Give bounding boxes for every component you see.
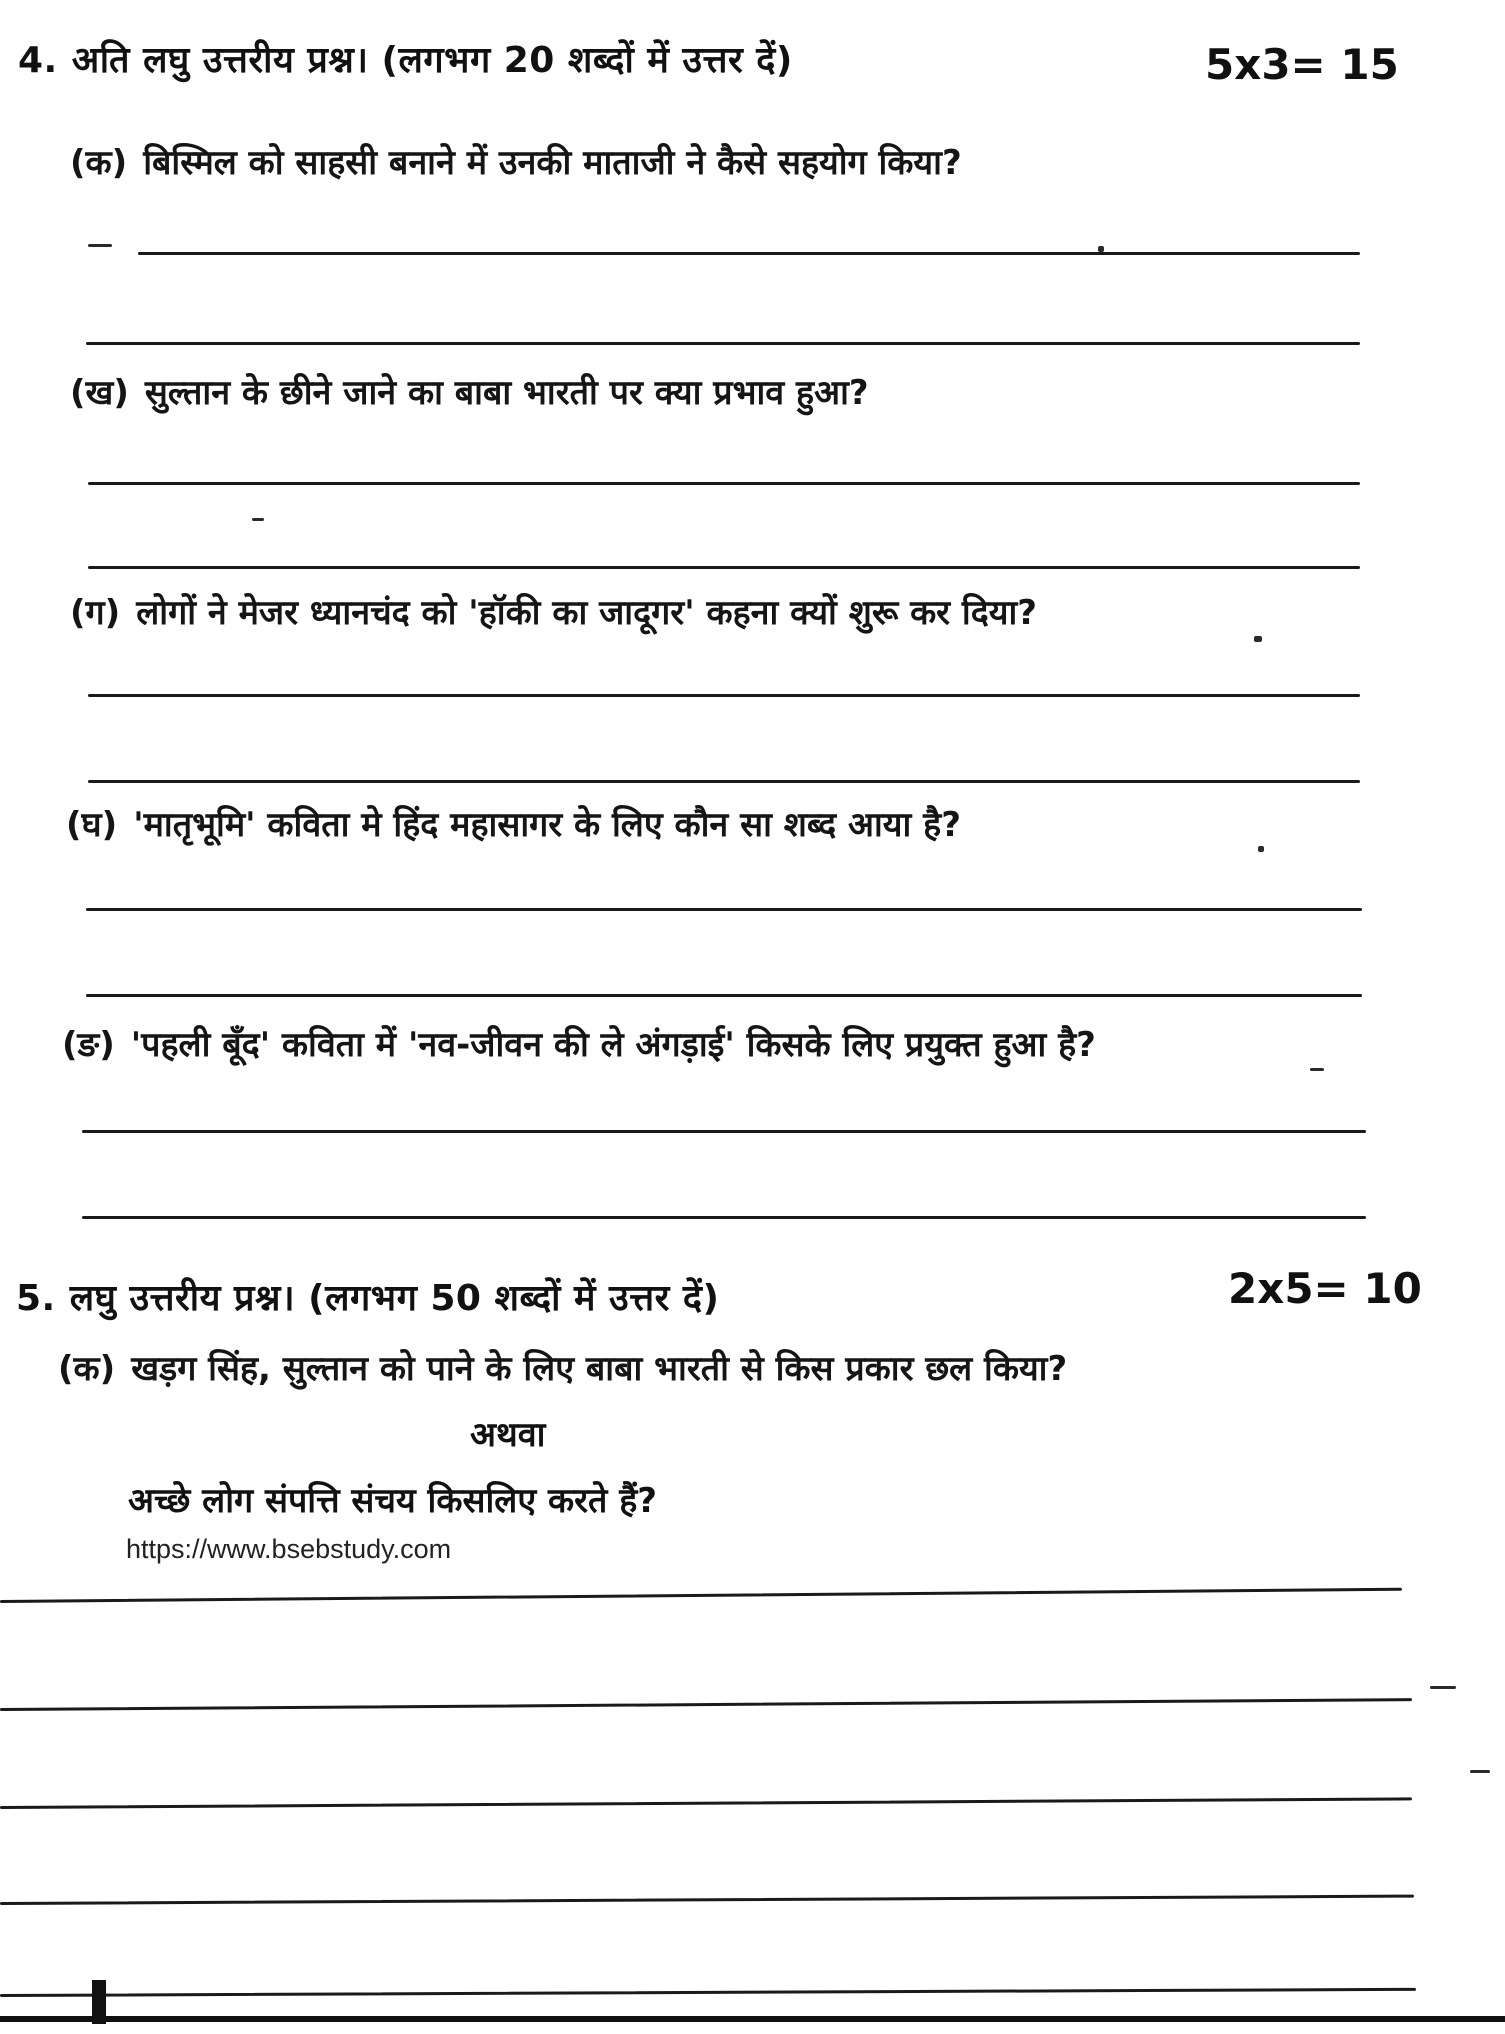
- scan-speck: [1430, 1686, 1456, 1689]
- answer-line: [0, 1588, 1402, 1603]
- scan-speck: [1258, 846, 1264, 852]
- question-4-nga: [62, 1020, 1096, 1066]
- page-bottom-edge: [0, 2016, 1505, 2022]
- section-5-heading: [16, 1272, 719, 1321]
- section-4-marks: 5x3= 15: [1205, 40, 1399, 89]
- question-text: 'पहली बूँद' कविता में 'नव-जीवन की ले अंगड़ाई' किसके लिए प्रयुक्त हुआ है?: [130, 1025, 1096, 1065]
- section-4-number: 4.: [18, 40, 58, 81]
- question-4-gha: [66, 800, 961, 846]
- answer-line: [0, 1988, 1416, 1997]
- question-4-ga: [70, 588, 1037, 634]
- section-5-number: 5.: [16, 1278, 56, 1319]
- answer-line: [82, 1130, 1366, 1133]
- question-5-ka: [58, 1344, 1067, 1390]
- alternate-question: अच्छे लोग संपत्ति संचय किसलिए करते हैं?: [128, 1481, 657, 1521]
- scan-speck: [252, 518, 264, 521]
- section-4-title: अति लघु उत्तरीय प्रश्न। (लगभग 20 शब्दों में उत्तर दें): [71, 40, 793, 81]
- section-5-marks: 2x5= 10: [1228, 1264, 1422, 1313]
- answer-line: [0, 1895, 1414, 1905]
- or-label: अथवा: [470, 1415, 546, 1455]
- question-tag: (क): [70, 143, 128, 183]
- section-5-title: लघु उत्तरीय प्रश्न। (लगभग 50 शब्दों में उत्तर दें): [69, 1278, 720, 1319]
- question-4-ka: [70, 138, 962, 184]
- question-text: सुल्तान के छीने जाने का बाबा भारती पर क्या प्रभाव हुआ?: [144, 373, 869, 413]
- answer-line: [0, 1698, 1412, 1711]
- source-url: https://www.bsebstudy.com: [126, 1534, 452, 1564]
- question-text: 'मातृभूमि' कविता मे हिंद महासागर के लिए कौन सा शब्द आया है?: [133, 805, 961, 845]
- scan-speck: [1470, 1770, 1490, 1773]
- question-4-kha: [70, 368, 869, 414]
- question-tag: (ख): [70, 373, 129, 413]
- question-text: लोगों ने मेजर ध्यानचंद को 'हॉकी का जादूगर' कहना क्यों शुरू कर दिया?: [136, 593, 1038, 633]
- scan-speck: [1310, 1068, 1324, 1071]
- answer-line: [88, 780, 1360, 783]
- answer-line: [88, 482, 1360, 485]
- question-tag: (क): [58, 1349, 116, 1389]
- answer-line: [86, 908, 1362, 911]
- question-tag: (ङ): [62, 1025, 115, 1065]
- answer-line: [86, 342, 1360, 345]
- answer-line: [86, 994, 1362, 997]
- answer-line: [0, 1797, 1412, 1809]
- question-text: खड़ग सिंह, सुल्तान को पाने के लिए बाबा भारती से किस प्रकार छल किया?: [131, 1349, 1068, 1389]
- question-tag: (घ): [66, 805, 118, 845]
- scan-speck: [1098, 246, 1104, 252]
- section-4-heading: [18, 34, 793, 83]
- question-tag: (ग): [70, 593, 121, 633]
- question-text: बिस्मिल को साहसी बनाने में उनकी माताजी ने कैसे सहयोग किया?: [143, 143, 962, 183]
- answer-line: [138, 252, 1360, 255]
- scan-speck: [88, 244, 112, 247]
- scan-speck: [1254, 636, 1262, 642]
- answer-line: [82, 1216, 1366, 1219]
- answer-line: [88, 694, 1360, 697]
- answer-line: [88, 566, 1360, 569]
